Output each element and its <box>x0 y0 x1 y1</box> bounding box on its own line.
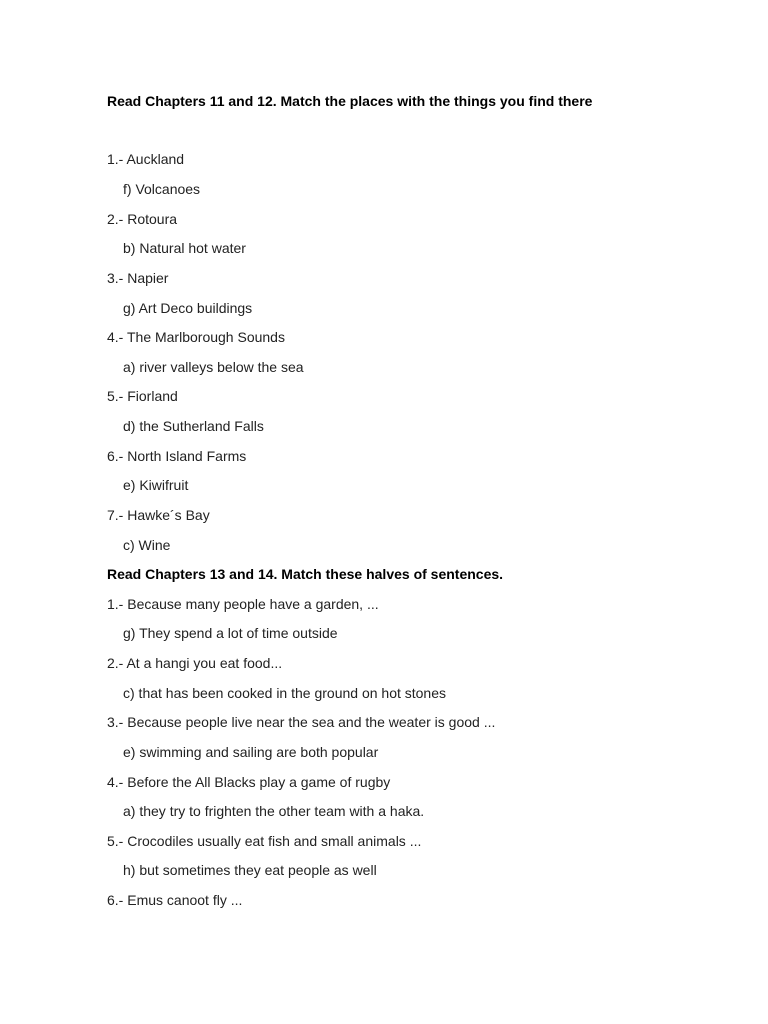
section1-answer-4: a) river valleys below the sea <box>123 359 304 375</box>
section1-question-6: 6.- North Island Farms <box>107 448 247 464</box>
section1-answer-7: c) Wine <box>123 537 171 553</box>
section2-question-5: 5.- Crocodiles usually eat fish and small animals ... <box>107 833 422 849</box>
section1-question-7: 7.- Hawke´s Bay <box>107 507 210 523</box>
section1-question-1: 1.- Auckland <box>107 151 185 167</box>
section2-answer-2: c) that has been cooked in the ground on hot stones <box>123 685 447 701</box>
section2-answer-1: g) They spend a lot of time outside <box>123 625 338 641</box>
section2-answer-4: a) they try to frighten the other team with a haka. <box>123 803 425 819</box>
section2-question-3: 3.- Because people live near the sea and the weater is good ... <box>107 714 496 730</box>
section2-question-4: 4.- Before the All Blacks play a game of rugby <box>107 774 391 790</box>
section1-answer-1: f) Volcanoes <box>123 181 201 197</box>
section1-question-3: 3.- Napier <box>107 270 169 286</box>
section2-question-1: 1.- Because many people have a garden, ... <box>107 596 379 612</box>
section1-answer-3: g) Art Deco buildings <box>123 300 253 316</box>
section2-question-6: 6.- Emus canoot fly ... <box>107 892 243 908</box>
section1-answer-5: d) the Sutherland Falls <box>123 418 264 434</box>
section1-answer-6: e) Kiwifruit <box>123 477 189 493</box>
section1-heading: Read Chapters 11 and 12. Match the places with the things you find there <box>107 93 593 109</box>
section1-answer-2: b) Natural hot water <box>123 240 246 256</box>
section1-question-4: 4.- The Marlborough Sounds <box>107 329 285 345</box>
section1-question-5: 5.- Fiorland <box>107 388 178 404</box>
section2-heading: Read Chapters 13 and 14. Match these halves of sentences. <box>107 566 504 582</box>
section2-question-2: 2.- At a hangi you eat food... <box>107 655 283 671</box>
section2-answer-3: e) swimming and sailing are both popular <box>123 744 379 760</box>
section1-question-2: 2.- Rotoura <box>107 211 178 227</box>
section2-answer-5: h) but sometimes they eat people as well <box>123 862 377 878</box>
